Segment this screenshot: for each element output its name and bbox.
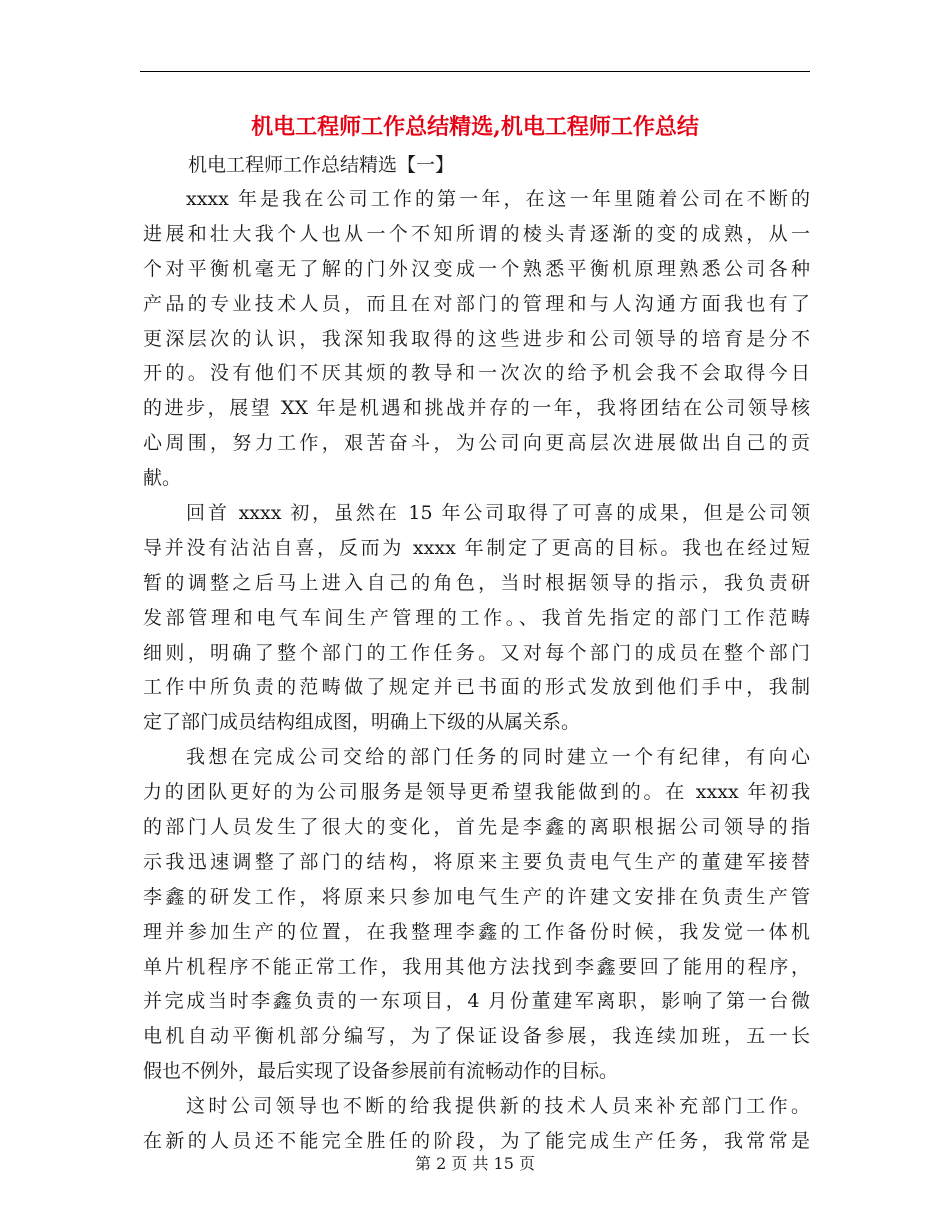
body-line: 导并没有沾沾自喜，反而为 xxxx 年制定了更高的目标。我也在经过短 [143,536,810,559]
body-line: 力的团队更好的为公司服务是领导更希望我能做到的。在 xxxx 年初我 [143,781,810,804]
body-line: 在新的人员还不能完全胜任的阶段，为了能完成生产任务，我常常是 [143,1130,810,1153]
body-line: 献。 [143,467,182,490]
body-line: 心周围，努力工作，艰苦奋斗，为公司向更高层次进展做出自己的贡 [143,432,810,455]
body-line: 李鑫的研发工作，将原来只参加电气生产的许建文安排在负责生产管 [143,885,810,908]
body-line: 工作中所负责的范畴做了规定并已书面的形式发放到他们手中，我制 [143,676,810,699]
body-line: 理并参加生产的位置，在我整理李鑫的工作备份时候，我发觉一体机 [143,920,810,943]
body-line: 这时公司领导也不断的给我提供新的技术人员来补充部门工作。 [186,1095,810,1118]
document-title: 机电工程师工作总结精选,机电工程师工作总结 [251,114,699,140]
body-line: 发部管理和电气车间生产管理的工作。、我首先指定的部门工作范畴 [143,606,810,629]
body-line: 示我迅速调整了部门的结构，将原来主要负责电气生产的董建军接替 [143,850,810,873]
body-line: 产品的专业技术人员，而且在对部门的管理和与人沟通方面我也有了 [143,292,810,315]
body-line: 个对平衡机毫无了解的门外汉变成一个熟悉平衡机原理熟悉公司各种 [143,257,810,280]
body-line: xxxx 年是我在公司工作的第一年，在这一年里随着公司在不断的 [186,188,810,210]
body-line: 并完成当时李鑫负责的一东项目，4 月份董建军离职，影响了第一台微 [143,990,810,1013]
body-line: 我想在完成公司交给的部门任务的同时建立一个有纪律，有向心 [186,746,810,769]
body-line: 进展和壮大我个人也从一个不知所谓的棱头青逐渐的变的成熟，从一 [143,222,810,245]
body-line: 更深层次的认识，我深知我取得的这些进步和公司领导的培育是分不 [143,327,810,350]
body-line: 暂的调整之后马上进入自己的角色，当时根据领导的指示，我负责研 [143,571,810,594]
body-line: 电机自动平衡机部分编写，为了保证设备参展，我连续加班，五一长 [143,1025,810,1048]
body-line: 开的。没有他们不厌其烦的教导和一次次的给予机会我不会取得今日 [143,362,810,385]
body-line: 假也不例外，最后实现了设备参展前有流畅动作的目标。 [143,1060,619,1083]
body-line: 的进步，展望 XX 年是机遇和挑战并存的一年，我将团结在公司领导核 [143,397,810,420]
body-line: 的部门人员发生了很大的变化，首先是李鑫的离职根据公司领导的指 [143,816,810,839]
body-line: 单片机程序不能正常工作，我用其他方法找到李鑫要回了能用的程序， [143,955,810,978]
section-subtitle: 机电工程师工作总结精选【一】 [188,154,455,176]
document-body [143,182,810,1159]
page-number: 第 2 页 共 15 页 [415,1154,535,1173]
body-line: 定了部门成员结构组成图，明确上下级的从属关系。 [143,711,581,734]
header-rule [140,71,810,72]
body-line: 回首 xxxx 初，虽然在 15 年公司取得了可喜的成果，但是公司领 [186,502,810,525]
body-line: 细则，明确了整个部门的工作任务。又对每个部门的成员在整个部门 [143,641,810,664]
